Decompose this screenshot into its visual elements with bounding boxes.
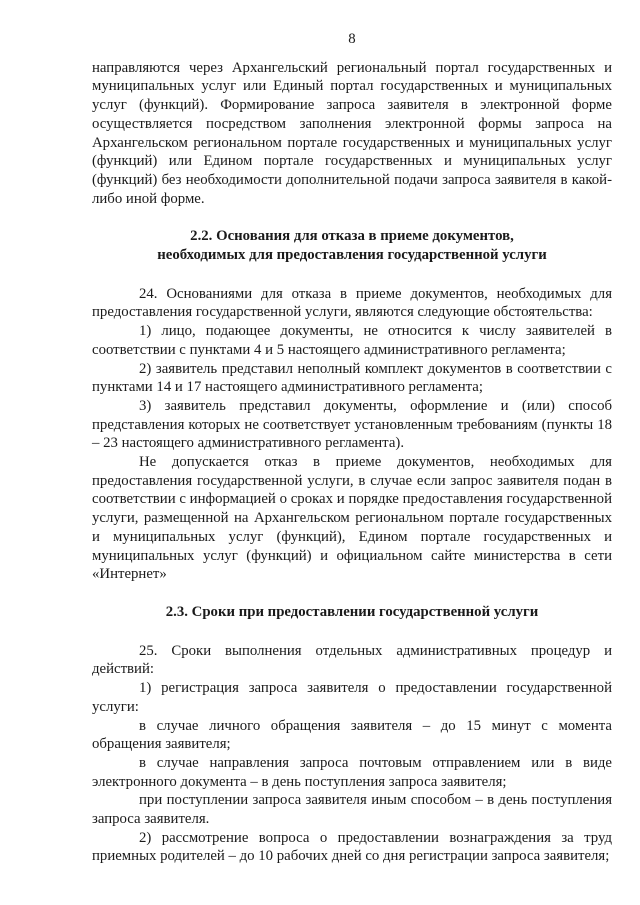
paragraph-not-allowed: Не допускается отказ в приеме документов, необходимых для предоставления государственной услуги, в случае если запрос заявителя подан в соответствии с информацией о сроках и порядке предоставления государственной услуги, размещенной на Архангельском региональном портале государственных и муниципальных услуг (функций), Едином портале государственных и муниципальных услуг (функций) и официальном сайте министерства в сети «Интернет»	[92, 454, 612, 583]
page-number: 8	[348, 31, 356, 47]
paragraph-case-mail: в случае направления запроса почтовым отправлением или в виде электронного документа – в день поступления запроса заявителя;	[92, 754, 612, 790]
paragraph-25: 25. Сроки выполнения отдельных административных процедур и действий:	[92, 642, 612, 678]
section-heading-2-2-line2: необходимых для предоставления государственной услуги	[157, 247, 547, 264]
paragraph-24-item-1: 1) лицо, подающее документы, не относится к числу заявителей в соответствии с пунктами 4 и 5 настоящего административного регламента;	[92, 323, 612, 358]
paragraph-case-other: при поступлении запроса заявителя иным способом – в день поступления запроса заявителя.	[92, 792, 612, 828]
section-heading-2-2-line1: 2.2. Основания для отказа в приеме документов,	[190, 228, 514, 245]
paragraph-24: 24. Основаниями для отказа в приеме документов, необходимых для предоставления государственной услуги, являются следующие обстоятельства:	[92, 285, 612, 321]
paragraph-case-personal: в случае личного обращения заявителя – до 15 минут с момента обращения заявителя;	[92, 717, 612, 753]
document-page	[92, 30, 612, 866]
paragraph-25-item-1: 1) регистрация запроса заявителя о предоставлении государственной услуги:	[92, 680, 612, 715]
paragraph-25-item-2: 2) рассмотрение вопроса о предоставлении вознаграждения за труд приемных родителей – до 10 рабочих дней со дня регистрации запроса заявителя;	[92, 829, 612, 865]
section-heading-2-3: 2.3. Сроки при предоставлении государственной услуги	[165, 603, 539, 620]
paragraph-24-item-3: 3) заявитель представил документы, оформление и (или) способ представления которых не соответствует установленным требованиям (пункты 18 – 23 настоящего административного регламента).	[92, 397, 612, 452]
paragraph-continuation: направляются через Архангельский региональный портал государственных и муниципальных услуг или Единый портал государственных и муниципальных услуг (функций). Формирование запроса заявителя в электронной форме осуществляется посредством заполнения электронной формы запроса на Архангельском региональном портале государственных и муниципальных услуг (функций) или Едином портале государственных и муниципальных услуг (функций) без необходимости дополнительной подачи запроса заявителя в какой-либо иной форме.	[92, 59, 612, 207]
paragraph-24-item-2: 2) заявитель представил неполный комплект документов в соответствии с пунктами 14 и 17 настоящего административного регламента;	[92, 360, 612, 396]
